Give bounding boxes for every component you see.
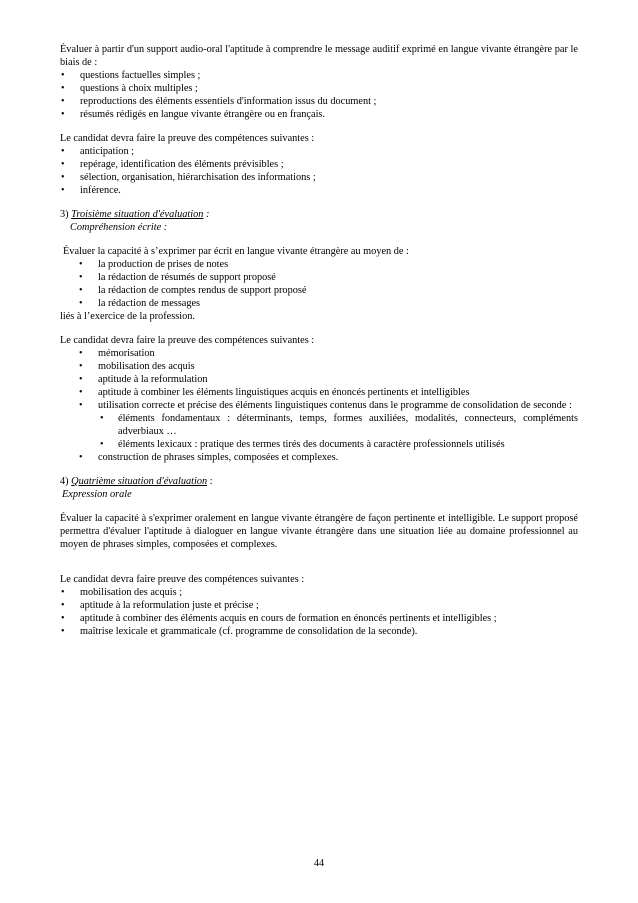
s4-colon: :	[209, 476, 213, 487]
s1-competences-list	[60, 145, 578, 197]
list-item: • construction de phrases simples, composées et complexes.	[60, 451, 578, 464]
s3-subtitle: Compréhension écrite :	[70, 222, 168, 233]
list-item: • aptitude à combiner des éléments acquis en cours de formation en énoncés pertinents et intelligibles ;	[60, 612, 578, 625]
list-item: • mobilisation des acquis ;	[60, 586, 578, 599]
list-item: • sélection, organisation, hiérarchisation des informations ;	[60, 171, 578, 184]
s4-intro: Évaluer la capacité à s'exprimer oralement en langue vivante étrangère de façon pertinente et intelligible. Le support proposé permettra d'évaluer l'aptitude à dialoguer en langue vivante étrangère dans une situation liée au domaine professionnel au moyen de phrases simples, composées et complexes.	[60, 513, 578, 550]
s3-after-list: liés à l’exercice de la profession.	[60, 311, 195, 322]
s1-competences-intro: Le candidat devra faire la preuve des compétences suivantes :	[60, 133, 315, 144]
list-item: • résumés rédigés en langue vivante étrangère ou en français.	[60, 108, 578, 121]
s4-competences-list	[60, 586, 578, 638]
s4-competences-intro: Le candidat devra faire preuve des compétences suivantes :	[60, 574, 305, 585]
s4-heading	[60, 475, 578, 488]
list-item: • reproductions des éléments essentiels d'information issus du document ;	[60, 95, 578, 108]
list-item: • mémorisation	[60, 347, 578, 360]
s3-intro: Évaluer la capacité à s’exprimer par écrit en langue vivante étrangère au moyen de :	[63, 246, 409, 257]
s3-competences-list-end	[60, 451, 578, 464]
s1-intro: Évaluer à partir d'un support audio-oral l'aptitude à comprendre le message auditif exprimé en langue vivante étrangère par le biais de :	[60, 44, 578, 68]
s3-list	[60, 258, 578, 310]
s3-sublist	[60, 412, 578, 451]
list-item: • mobilisation des acquis	[60, 360, 578, 373]
s3-heading	[60, 208, 578, 221]
list-item: • la rédaction de comptes rendus de support proposé	[60, 284, 578, 297]
s1-list	[60, 69, 578, 121]
list-item: • inférence.	[60, 184, 578, 197]
s4-number: 4)	[60, 476, 69, 487]
list-item: • aptitude à la reformulation	[60, 373, 578, 386]
s3-competences-list	[60, 347, 578, 412]
s3-title: Troisième situation d'évaluation	[71, 209, 204, 220]
sub-list-item: • éléments fondamentaux : déterminants, temps, formes auxiliées, modalités, connecteurs, compléments adverbiaux …	[60, 412, 578, 438]
list-item: • utilisation correcte et précise des éléments linguistiques contenus dans le programme de consolidation de seconde :	[60, 399, 578, 412]
page-number: 44	[313, 858, 325, 869]
list-item: • la rédaction de messages	[60, 297, 578, 310]
list-item: • questions factuelles simples ;	[60, 69, 578, 82]
list-item: • maîtrise lexicale et grammaticale (cf. programme de consolidation de la seconde).	[60, 625, 578, 638]
list-item: • la production de prises de notes	[60, 258, 578, 271]
s3-number: 3)	[60, 209, 69, 220]
page-content	[60, 43, 578, 638]
s3-colon: :	[205, 209, 210, 220]
list-item: • anticipation ;	[60, 145, 578, 158]
s4-subtitle: Expression orale	[62, 489, 132, 500]
s3-competences-intro: Le candidat devra faire la preuve des compétences suivantes :	[60, 335, 315, 346]
list-item: • aptitude à combiner les éléments linguistiques acquis en énoncés pertinents et intelligibles	[60, 386, 578, 399]
list-item: • repérage, identification des éléments prévisibles ;	[60, 158, 578, 171]
sub-list-item: • éléments lexicaux : pratique des termes tirés des documents à caractère professionnels utilisés	[60, 438, 578, 451]
list-item: • aptitude à la reformulation juste et précise ;	[60, 599, 578, 612]
list-item: • la rédaction de résumés de support proposé	[60, 271, 578, 284]
s4-title: Quatrième situation d'évaluation	[71, 476, 208, 487]
list-item: • questions à choix multiples ;	[60, 82, 578, 95]
